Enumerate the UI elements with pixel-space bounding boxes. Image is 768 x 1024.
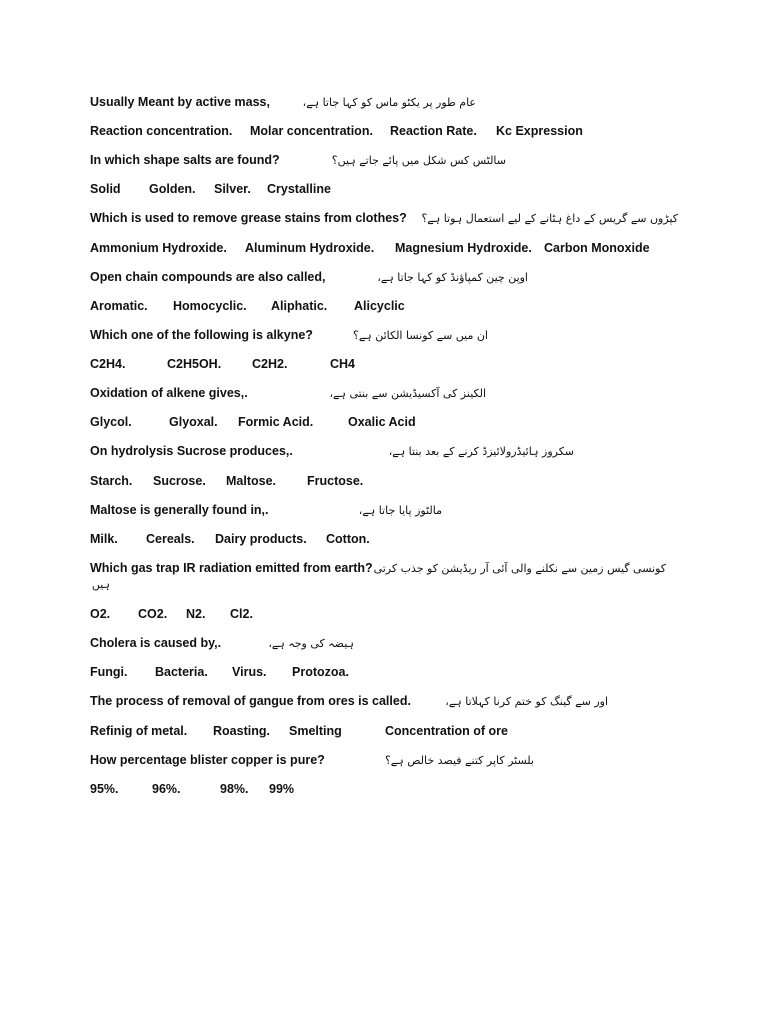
question-text: Which one of the following is alkyne? [90,328,313,342]
question-urdu-text: ان میں سے کونسا الکائن ہے؟ [352,329,488,342]
question-text: The process of removal of gangue from ores is called. [90,694,411,708]
option-a: Fungi. [90,665,128,679]
option-a: Aromatic. [90,299,148,313]
option-c: Smelting [289,724,342,738]
option-a: Ammonium Hydroxide. [90,241,227,255]
question-urdu-text: الکینز کی آکسیڈیشن سے بنتی ہے، [329,387,486,400]
option-c: C2H2. [252,357,288,371]
option-a: C2H4. [90,357,126,371]
option-d: Cotton. [326,532,370,546]
option-c: Formic Acid. [238,415,314,429]
option-d: Protozoa. [292,665,349,679]
option-a: Reaction concentration. [90,124,233,138]
question-urdu-text: مالٹوز پایا جاتا ہے، [358,504,442,517]
option-b: Bacteria. [155,665,208,679]
option-b: 96%. [152,782,181,796]
option-a: Starch. [90,474,133,488]
option-a: Refinig of metal. [90,724,188,738]
question-urdu-text: کونسی گیس زمین سے نکلنے والی آئی آر ریڈیشن کو جذب کرتی [373,562,666,575]
option-a: Glycol. [90,415,132,429]
option-b: Glyoxal. [169,415,218,429]
option-d: Crystalline [267,182,331,196]
option-d: Fructose. [307,474,364,488]
question-text: Which gas trap IR radiation emitted from earth? [90,561,373,575]
option-c: Silver. [214,182,251,196]
question-text: Maltose is generally found in,. [90,503,269,517]
option-a: 95%. [90,782,119,796]
option-c: Virus. [232,665,267,679]
question-urdu-text: کپڑوں سے گریس کے داغ ہٹانے کے لیے استعمال ہوتا ہے؟ [421,212,678,225]
question-urdu-text: سکروز ہائیڈرولائیزڈ کرنے کے بعد بنتا ہے، [388,445,574,458]
option-b: Aluminum Hydroxide. [245,241,375,255]
question-urdu-text: اوپن چین کمپاؤنڈ کو کہا جاتا ہے، [377,271,528,284]
option-d: Alicyclic [354,299,405,313]
option-b: Molar concentration. [250,124,373,138]
option-d: Cl2. [230,607,253,621]
question-text: Open chain compounds are also called, [90,270,326,284]
option-b: Roasting. [213,724,270,738]
question-text: Oxidation of alkene gives,. [90,386,248,400]
option-d: Concentration of ore [385,724,508,738]
option-c: Aliphatic. [271,299,328,313]
option-a: O2. [90,607,111,621]
option-b: Cereals. [146,532,195,546]
option-c: Reaction Rate. [390,124,477,138]
option-b: CO2. [138,607,168,621]
question-urdu-text: بلسٹر کاپر کتنے فیصد خالص ہے؟ [384,754,534,767]
question-urdu-text: ہیضہ کی وجہ ہے، [268,637,354,650]
question-text: Usually Meant by active mass, [90,95,270,109]
option-d: Kc Expression [496,124,583,138]
option-d: CH4 [330,357,356,371]
option-c: Magnesium Hydroxide. [395,241,532,255]
option-d: Carbon Monoxide [544,241,650,255]
question-text: How percentage blister copper is pure? [90,753,325,767]
option-c: N2. [186,607,206,621]
question-urdu-text: عام طور پر یکٹو ماس کو کہا جاتا ہے، [302,96,476,109]
question-urdu-text: سالٹس کس شکل میں پائے جاتے ہیں؟ [331,154,506,167]
question-text: Which is used to remove grease stains from clothes? [90,211,407,225]
question-urdu-continuation: ہیں [91,578,110,591]
option-c: Dairy products. [215,532,307,546]
question-text: Cholera is caused by,. [90,636,222,650]
option-c: 98%. [220,782,249,796]
option-b: C2H5OH. [167,357,222,371]
question-text: In which shape salts are found? [90,153,280,167]
question-urdu-text: اور سے گینگ کو ختم کرنا کہلاتا ہے، [445,695,608,708]
question-text: On hydrolysis Sucrose produces,. [90,444,293,458]
option-b: Golden. [149,182,196,196]
option-c: Maltose. [226,474,277,488]
option-b: Sucrose. [153,474,206,488]
option-d: 99% [269,782,295,796]
option-d: Oxalic Acid [348,415,416,429]
option-b: Homocyclic. [173,299,247,313]
option-a: Solid [90,182,121,196]
option-a: Milk. [90,532,118,546]
